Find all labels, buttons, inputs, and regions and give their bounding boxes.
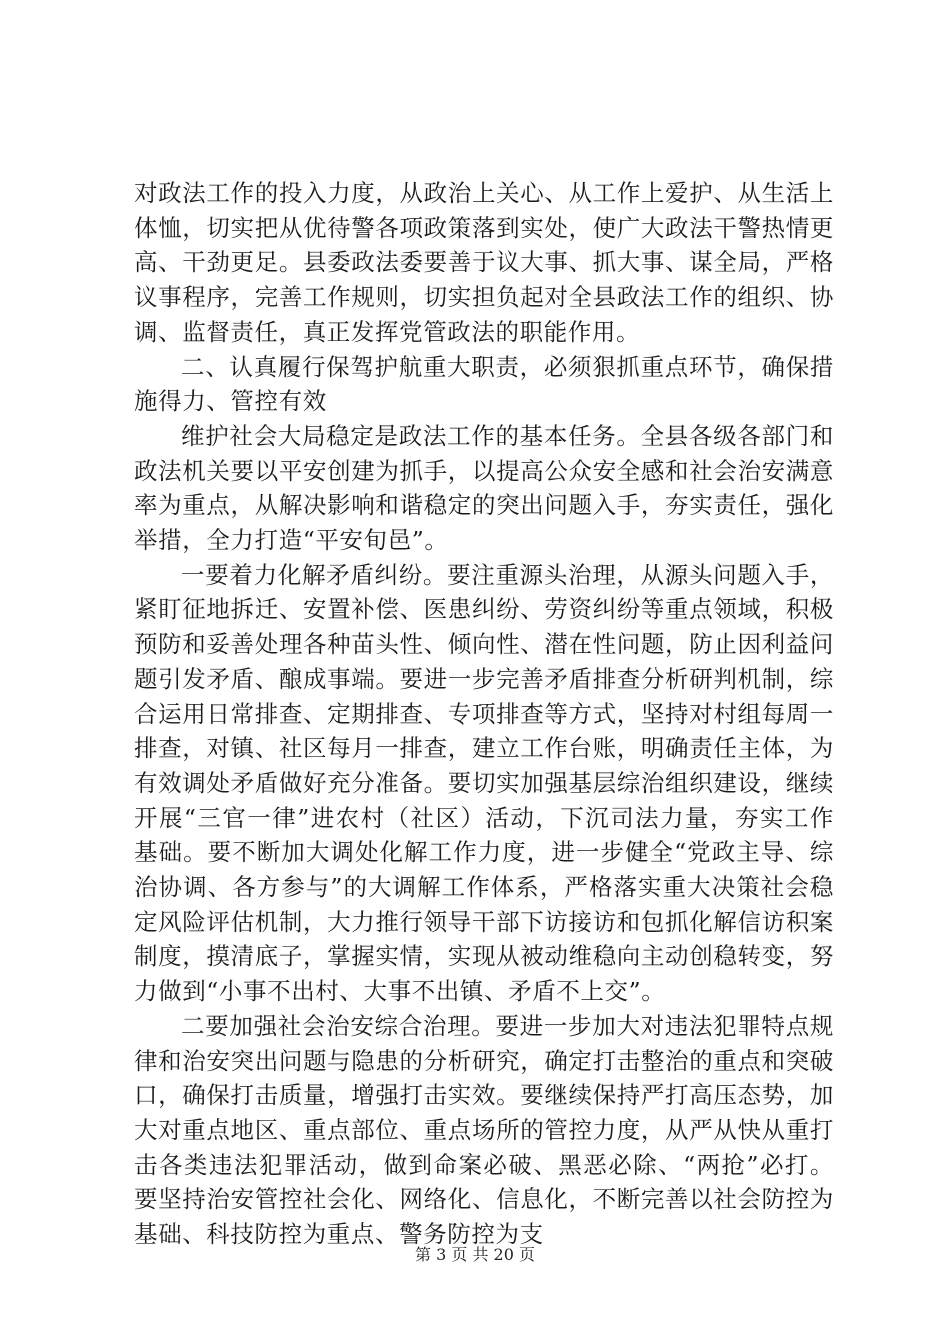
document-body xyxy=(134,176,834,1252)
paragraph-4: 一要着力化解矛盾纠纷。要注重源头治理，从源头问题入手，紧盯征地拆迁、安置补偿、医患纠纷、劳资纠纷等重点领域，积极预防和妥善处理各种苗头性、倾向性、潜在性问题，防止因利益问题引发矛盾、酿成事端。要进一步完善矛盾排查分析研判机制，综合运用日常排查、定期排查、专项排查等方式，坚持对村组每周一排查，对镇、社区每月一排查，建立工作台账，明确责任主体，为有效调处矛盾做好充分准备。要切实加强基层综治组织建设，继续开展“三官一律”进农村（社区）活动，下沉司法力量，夯实工作基础。要不断加大调处化解工作力度，进一步健全“党政主导、综治协调、各方参与”的大调解工作体系，严格落实重大决策社会稳定风险评估机制，大力推行领导干部下访接访和包抓化解信访积案制度，摸清底子，掌握实情，实现从被动维稳向主动创稳转变，努力做到“小事不出村、大事不出镇、矛盾不上交”。 xyxy=(134,560,834,1006)
page-number-footer: 第 3 页 共 20 页 xyxy=(415,1245,535,1264)
section-heading-2: 二、认真履行保驾护航重大职责，必须狠抓重点环节，确保措施得力、管控有效 xyxy=(134,352,834,416)
paragraph-5: 二要加强社会治安综合治理。要进一步加大对违法犯罪特点规律和治安突出问题与隐患的分析研究，确定打击整治的重点和突破口，确保打击质量，增强打击实效。要继续保持严打高压态势，加大对重点地区、重点部位、重点场所的管控力度，从严从快从重打击各类违法犯罪活动，做到命案必破、黑恶必除、“两抢”必打。要坚持治安管控社会化、网络化、信息化，不断完善以社会防控为基础、科技防控为重点、警务防控为支 xyxy=(134,1011,834,1249)
paragraph-1: 对政法工作的投入力度，从政治上关心、从工作上爱护、从生活上体恤，切实把从优待警各项政策落到实处，使广大政法干警热情更高、干劲更足。县委政法委要善于议大事、抓大事、谋全局，严格议事程序，完善工作规则，切实担负起对全县政法工作的组织、协调、监督责任，真正发挥党管政法的职能作用。 xyxy=(134,179,834,346)
paragraph-3: 维护社会大局稳定是政法工作的基本任务。全县各级各部门和政法机关要以平安创建为抓手，以提高公众安全感和社会治安满意率为重点，从解决影响和谐稳定的突出问题入手，夯实责任，强化举措，全力打造“平安旬邑”。 xyxy=(134,421,834,555)
